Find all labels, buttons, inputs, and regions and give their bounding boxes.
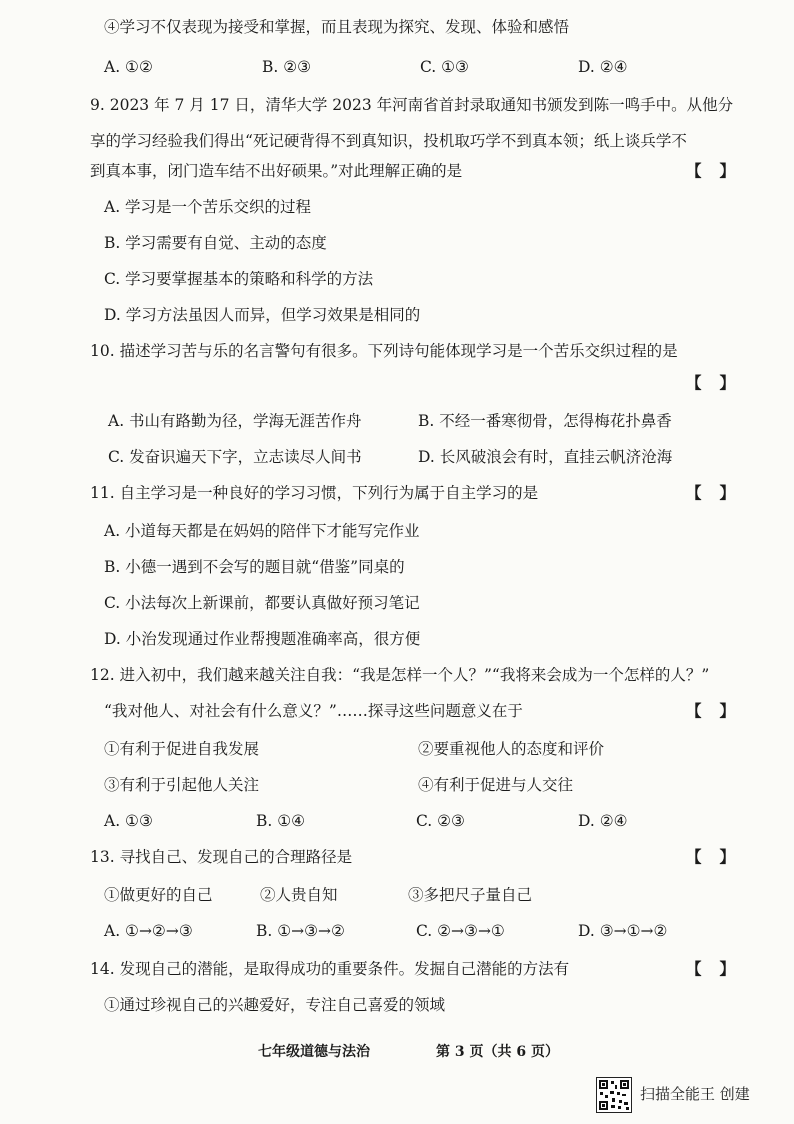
- q8-statement-4: ④学习不仅表现为接受和掌握，而且表现为探究、发现、体验和感悟: [104, 18, 570, 36]
- q12-option-b: B. ①④: [256, 812, 306, 830]
- q11-option-b: B. 小德一遇到不会写的题目就“借鉴”同桌的: [104, 558, 405, 576]
- q12-option-a: A. ①③: [104, 812, 153, 830]
- q10-option-a: A. 书山有路勤为径，学海无涯苦作舟: [108, 412, 362, 430]
- q13-option-b: B. ①→③→②: [256, 922, 345, 940]
- q9-stem-line-2: 享的学习经验我们得出“死记硬背得不到真知识，投机取巧学不到真本领；纸上谈兵学不: [90, 132, 687, 150]
- q9-option-d: D. 学习方法虽因人而异，但学习效果是相同的: [104, 306, 421, 324]
- q9-option-a: A. 学习是一个苦乐交织的过程: [104, 198, 312, 216]
- q12-statement-4: ④有利于促进与人交往: [418, 776, 574, 794]
- q12-answer-bracket: 【】: [686, 701, 754, 720]
- q10-stem: 10. 描述学习苦与乐的名言警句有很多。下列诗句能体现学习是一个苦乐交织过程的是: [90, 342, 678, 360]
- q11-option-a: A. 小道每天都是在妈妈的陪伴下才能写完作业: [104, 522, 420, 540]
- q13-option-d: D. ③→①→②: [578, 922, 668, 940]
- q11-option-d: D. 小治发现通过作业帮搜题准确率高，很方便: [104, 630, 421, 648]
- q12-statement-2: ②要重视他人的态度和评价: [418, 740, 605, 758]
- q13-statement-3: ③多把尺子量自己: [408, 886, 533, 904]
- q9-stem-line-1: 9. 2023 年 7 月 17 日，清华大学 2023 年河南省首封录取通知书颁发到陈一鸣手中。从他分: [90, 96, 734, 114]
- q13-answer-bracket: 【】: [686, 847, 754, 866]
- footer-page-number: 第 3 页（共 6 页）: [436, 1044, 559, 1060]
- q12-option-d: D. ②④: [578, 812, 628, 830]
- qr-code-icon: [596, 1077, 632, 1113]
- q13-stem: 13. 寻找自己、发现自己的合理路径是: [90, 848, 353, 866]
- q9-option-c: C. 学习要掌握基本的策略和科学的方法: [104, 270, 374, 288]
- q13-option-a: A. ①→②→③: [104, 922, 193, 940]
- q8-option-c: C. ①③: [420, 58, 469, 76]
- q10-answer-bracket: 【】: [686, 373, 754, 392]
- q10-option-d: D. 长风破浪会有时，直挂云帆济沧海: [418, 448, 673, 466]
- q12-stem-line-2: “我对他人、对社会有什么意义？”……探寻这些问题意义在于: [104, 702, 523, 720]
- q12-statement-3: ③有利于引起他人关注: [104, 776, 260, 794]
- q11-stem: 11. 自主学习是一种良好的学习习惯，下列行为属于自主学习的是: [90, 484, 539, 502]
- scanner-watermark-label: 扫描全能王 创建: [640, 1085, 750, 1103]
- q11-option-c: C. 小法每次上新课前，都要认真做好预习笔记: [104, 594, 420, 612]
- q9-option-b: B. 学习需要有自觉、主动的态度: [104, 234, 327, 252]
- q8-option-b: B. ②③: [262, 58, 312, 76]
- q13-statement-1: ①做更好的自己: [104, 886, 213, 904]
- q13-option-c: C. ②→③→①: [416, 922, 505, 940]
- q13-statement-2: ②人贵自知: [260, 886, 338, 904]
- q14-statement-1: ①通过珍视自己的兴趣爱好，专注自己喜爱的领域: [104, 996, 446, 1014]
- q9-answer-bracket: 【】: [686, 161, 754, 180]
- q12-statement-1: ①有利于促进自我发展: [104, 740, 260, 758]
- q8-option-a: A. ①②: [104, 58, 153, 76]
- q14-stem: 14. 发现自己的潜能，是取得成功的重要条件。发掘自己潜能的方法有: [90, 960, 570, 978]
- footer-subject: 七年级道德与法治: [258, 1044, 370, 1060]
- q8-option-d: D. ②④: [578, 58, 628, 76]
- q9-stem-line-3: 到真本事，闭门造车结不出好硕果。”对此理解正确的是: [90, 162, 463, 180]
- q12-stem-line-1: 12. 进入初中，我们越来越关注自我：“我是怎样一个人？”“我将来会成为一个怎样的人？”: [90, 666, 710, 684]
- q10-option-c: C. 发奋识遍天下字，立志读尽人间书: [108, 448, 362, 466]
- q11-answer-bracket: 【】: [686, 483, 754, 502]
- q10-option-b: B. 不经一番寒彻骨，怎得梅花扑鼻香: [418, 412, 672, 430]
- q14-answer-bracket: 【】: [686, 959, 754, 978]
- q12-option-c: C. ②③: [416, 812, 465, 830]
